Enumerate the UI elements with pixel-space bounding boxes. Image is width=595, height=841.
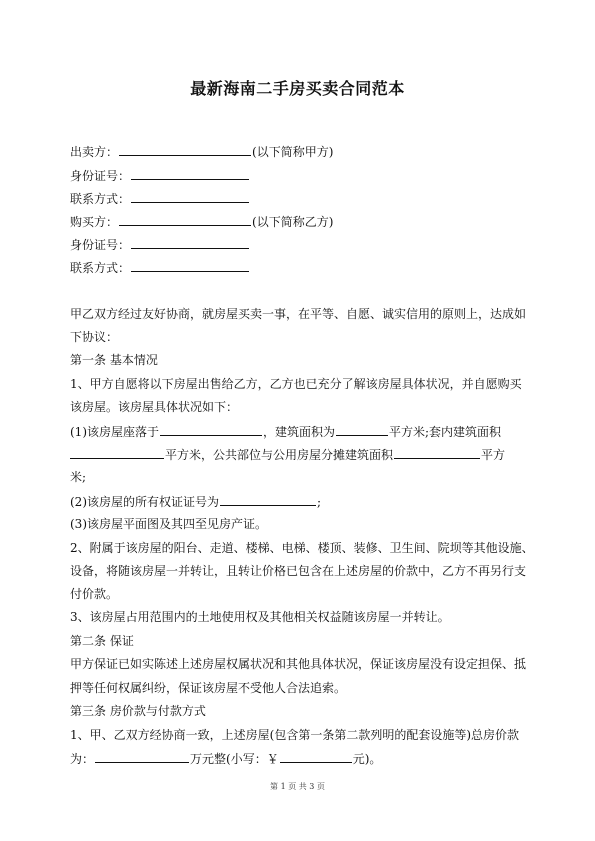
article-1-item-2 — [70, 493, 530, 510]
article-2-line-2: 押等任何权属纠纷，保证该房屋不受他人合法追索。 — [70, 681, 347, 695]
article-3-heading: 第三条 房价款与付款方式 — [70, 704, 206, 718]
article-2-line-1: 甲方保证已如实陈述上述房屋权属状况和其他具体状况，保证该房屋没有设定担保、抵 — [70, 657, 527, 671]
intro-line-1: 甲乙双方经过友好协商，就房屋买卖一事，在平等、自愿、诚实信用的原则上，达成如 — [70, 307, 527, 321]
area-blank[interactable] — [336, 423, 388, 436]
article-1-item-3: (3)该房屋平面图及其四至见房产证。 — [70, 517, 267, 531]
buyer-id-blank[interactable] — [131, 236, 249, 249]
seller-contact-line — [70, 190, 530, 207]
article-1-p1-line-1: 1、甲方自愿将以下房屋出售给乙方，乙方也已充分了解该房屋具体状况，并自愿购买 — [70, 377, 522, 391]
article-1-item-1-line-1 — [70, 423, 530, 440]
article-1-heading: 第一条 基本情况 — [70, 353, 158, 367]
item-1-text-a: (1)该房屋座落于 — [70, 425, 159, 439]
inner-area-blank[interactable] — [70, 446, 164, 459]
seller-contact-label: 联系方式： — [70, 192, 131, 206]
price-text-a: 为： — [70, 752, 95, 766]
seller-name-blank[interactable] — [119, 143, 251, 156]
item-2-text-b: ; — [317, 495, 322, 509]
page-footer: 第 1 页 共 3 页 — [270, 782, 325, 791]
article-1-item-1-line-2 — [70, 446, 530, 463]
article-2-heading: 第二条 保证 — [70, 634, 134, 648]
seller-contact-blank[interactable] — [131, 190, 249, 203]
seller-label: 出卖方： — [70, 145, 119, 159]
location-blank[interactable] — [160, 423, 262, 436]
document-title: 最新海南二手房买卖合同范本 — [190, 79, 405, 98]
buyer-contact-blank[interactable] — [131, 259, 249, 272]
buyer-id-label: 身份证号： — [70, 238, 131, 252]
buyer-contact-line — [70, 259, 530, 276]
article-1-item-1-line-3: 米; — [70, 470, 87, 484]
seller-id-blank[interactable] — [131, 167, 249, 180]
buyer-label: 购买方： — [70, 215, 119, 229]
item-1-text-b: ，建筑面积为 — [263, 425, 336, 439]
article-3-line-2 — [70, 750, 530, 767]
shared-area-blank[interactable] — [394, 446, 480, 459]
article-1-p2-line-3: 付价款。 — [70, 587, 119, 601]
intro-line-2: 下协议： — [70, 330, 119, 344]
article-3-line-1: 1、甲、乙双方经协商一致，上述房屋(包含第一条第二款列明的配套设施等)总房价款 — [70, 728, 520, 742]
buyer-id-line — [70, 236, 530, 253]
article-1-p3: 3、该房屋占用范围内的土地使用权及其他相关权益随该房屋一并转让。 — [70, 610, 450, 624]
buyer-suffix: (以下简称乙方) — [252, 215, 334, 229]
article-1-p2-line-2: 设备，将随该房屋一并转让，且转让价格已包含在上述房屋的价款中，乙方不再另行支 — [70, 564, 527, 578]
price-yuan-blank[interactable] — [280, 750, 352, 763]
certificate-number-blank[interactable] — [220, 493, 316, 506]
seller-line — [70, 143, 530, 160]
seller-id-label: 身份证号： — [70, 169, 131, 183]
seller-suffix: (以下简称甲方) — [252, 145, 334, 159]
item-1-text-c: 平方米;套内建筑面积 — [389, 425, 502, 439]
item-1-text-e: 平方 — [481, 448, 506, 462]
seller-id-line — [70, 167, 530, 184]
buyer-line — [70, 213, 530, 230]
buyer-name-blank[interactable] — [119, 213, 251, 226]
item-1-text-d: 平方米，公共部位与公用房屋分摊建筑面积 — [165, 448, 394, 462]
price-wan-blank[interactable] — [95, 750, 189, 763]
price-text-c: 元)。 — [352, 752, 382, 766]
price-text-b: 万元整(小写：￥ — [190, 752, 279, 766]
article-1-p1-line-2: 该房屋。该房屋具体状况如下： — [70, 400, 239, 414]
item-2-text-a: (2)该房屋的所有权证证号为 — [70, 495, 219, 509]
article-1-p2-line-1: 2、附属于该房屋的阳台、走道、楼梯、电梯、楼顶、装修、卫生间、院坝等其他设施、 — [70, 541, 534, 555]
buyer-contact-label: 联系方式： — [70, 261, 131, 275]
